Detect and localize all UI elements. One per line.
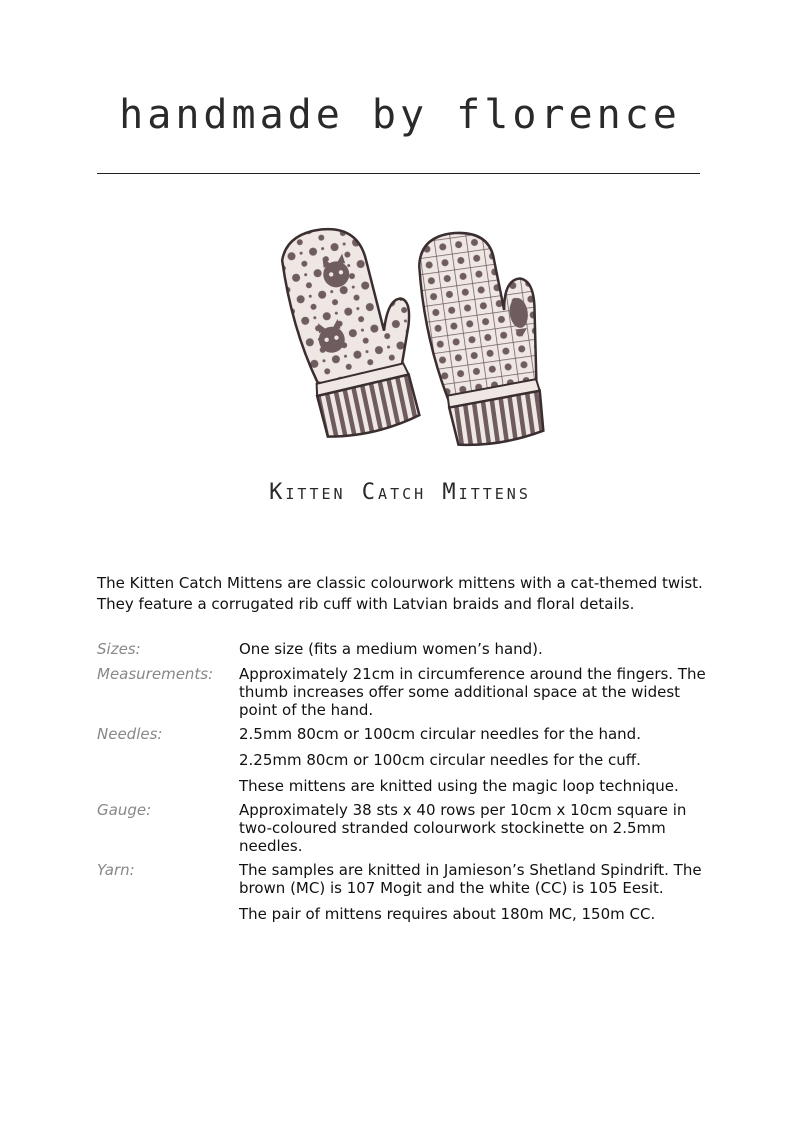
header-divider bbox=[97, 173, 700, 174]
measurements-label: Measurements: bbox=[97, 665, 214, 683]
needles-line: 2.5mm 80cm or 100cm circular needles for the hand. bbox=[239, 725, 641, 743]
pattern-intro: The Kitten Catch Mittens are classic colourwork mittens with a cat-themed twist. They feature a corrugated rib cuff with Latvian braids and floral details. bbox=[97, 574, 703, 613]
sizes-label: Sizes: bbox=[97, 640, 141, 658]
right-mitten bbox=[414, 223, 550, 450]
measurements-value bbox=[239, 665, 712, 719]
detail-row-yarn bbox=[97, 861, 712, 923]
left-mitten bbox=[276, 220, 432, 443]
gauge-value bbox=[239, 801, 712, 855]
needles-value bbox=[239, 725, 712, 795]
needles-line: These mittens are knitted using the magic loop technique. bbox=[239, 777, 679, 795]
mittens-illustration bbox=[250, 220, 550, 450]
detail-row-sizes bbox=[97, 640, 712, 659]
detail-row-needles bbox=[97, 725, 712, 795]
needles-label: Needles: bbox=[97, 725, 163, 743]
pattern-title: Kitten Catch Mittens bbox=[269, 480, 531, 505]
detail-row-measurements bbox=[97, 665, 712, 719]
measurements-line: Approximately 21cm in circumference around the fingers. The thumb increases offer some additional space at the widest point of the hand. bbox=[239, 665, 706, 719]
sizes-value bbox=[239, 640, 712, 659]
gauge-label: Gauge: bbox=[97, 801, 152, 819]
yarn-label: Yarn: bbox=[97, 861, 135, 879]
gauge-line: Approximately 38 sts x 40 rows per 10cm x 10cm square in two-coloured stranded colourwork stockinette on 2.5mm needles. bbox=[239, 801, 687, 855]
needles-line: 2.25mm 80cm or 100cm circular needles for the cuff. bbox=[239, 751, 641, 769]
yarn-line: The samples are knitted in Jamieson’s Shetland Spindrift. The brown (MC) is 107 Mogit and the white (CC) is 105 Eesit. bbox=[239, 861, 702, 897]
pattern-details bbox=[97, 640, 712, 929]
yarn-line: The pair of mittens requires about 180m MC, 150m CC. bbox=[239, 905, 656, 923]
sizes-line: One size (fits a medium women’s hand). bbox=[239, 640, 543, 658]
yarn-value bbox=[239, 861, 712, 923]
brand-title: handmade by florence bbox=[119, 92, 681, 138]
detail-row-gauge bbox=[97, 801, 712, 855]
